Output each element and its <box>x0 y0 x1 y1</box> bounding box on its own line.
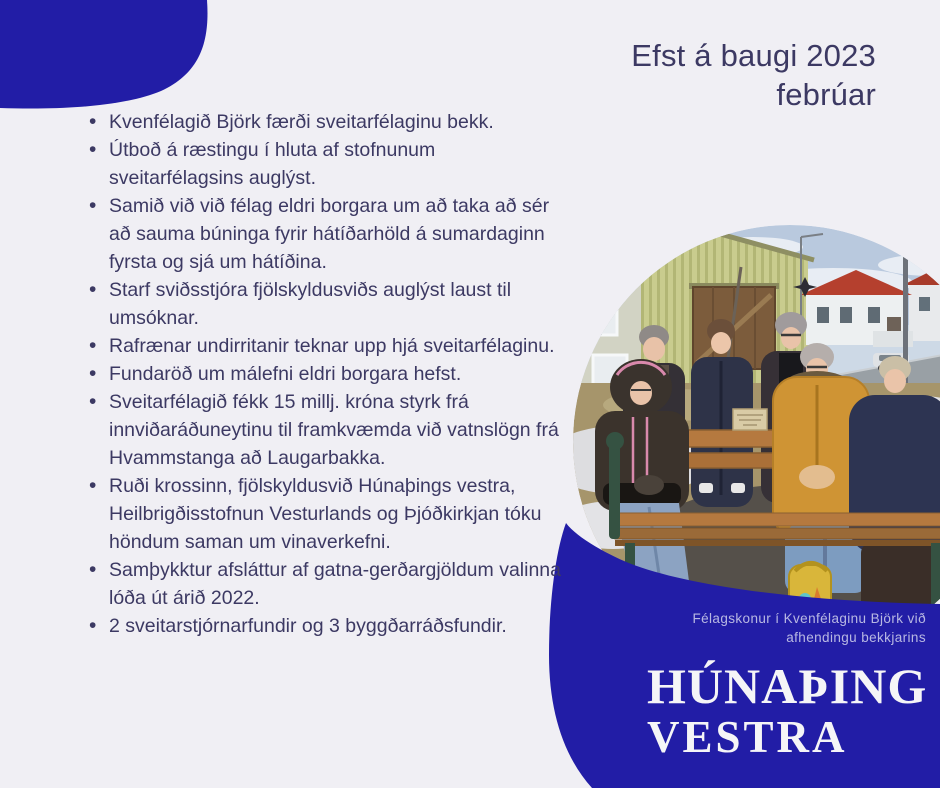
photo-caption-line2: afhendingu bekkjarins <box>786 629 926 645</box>
photo-caption-line1: Félagskonur í Kvenfélaginu Björk við <box>692 611 926 626</box>
municipality-wordmark <box>647 659 927 761</box>
list-item: • Samþykktur afsláttur af gatna-gerðargjöldum valinna lóða út árið 2022. <box>88 556 566 612</box>
page-title <box>631 36 876 114</box>
list-item: • Kvenfélagið Björk færði sveitarfélaginu bekk. <box>88 108 566 136</box>
wordmark-line1: HÚNAÞING <box>647 658 928 714</box>
list-item: • Útboð á ræstingu í hluta af stofnunum sveitarfélagsins auglýst. <box>88 136 566 192</box>
list-item: • Sveitarfélagið fékk 15 millj. króna styrk frá innviðaráðuneytinu til framkvæmda við vatnslögn frá Hvammstanga að Laugarbakka. <box>88 388 566 472</box>
page-title-line2: febrúar <box>776 77 876 112</box>
list-item: • Ruði krossinn, fjölskyldusvið Húnaþings vestra, Heilbrigðisstofnun Vesturlands og Þjóðkirkjan tóku höndum saman um vinaverkefni. <box>88 472 566 556</box>
wordmark-line2: VESTRA <box>647 712 848 762</box>
news-section <box>88 108 566 640</box>
news-list <box>88 108 566 640</box>
photo-caption <box>692 610 926 647</box>
list-item: • Samið við við félag eldri borgara um að taka að sér að sauma búninga fyrir hátíðarhöld á sumardaginn fyrsta og sjá um hátíðina. <box>88 192 566 276</box>
page-title-line1: Efst á baugi 2023 <box>631 38 876 73</box>
list-item: • 2 sveitarstjórnarfundir og 3 byggðarráðsfundir. <box>88 612 566 640</box>
list-item: • Starf sviðsstjóra fjölskyldusviðs auglýst laust til umsóknar. <box>88 276 566 332</box>
list-item: • Rafrænar undirritanir teknar upp hjá sveitarfélaginu. <box>88 332 566 360</box>
list-item: • Fundaröð um málefni eldri borgara hefst. <box>88 360 566 388</box>
